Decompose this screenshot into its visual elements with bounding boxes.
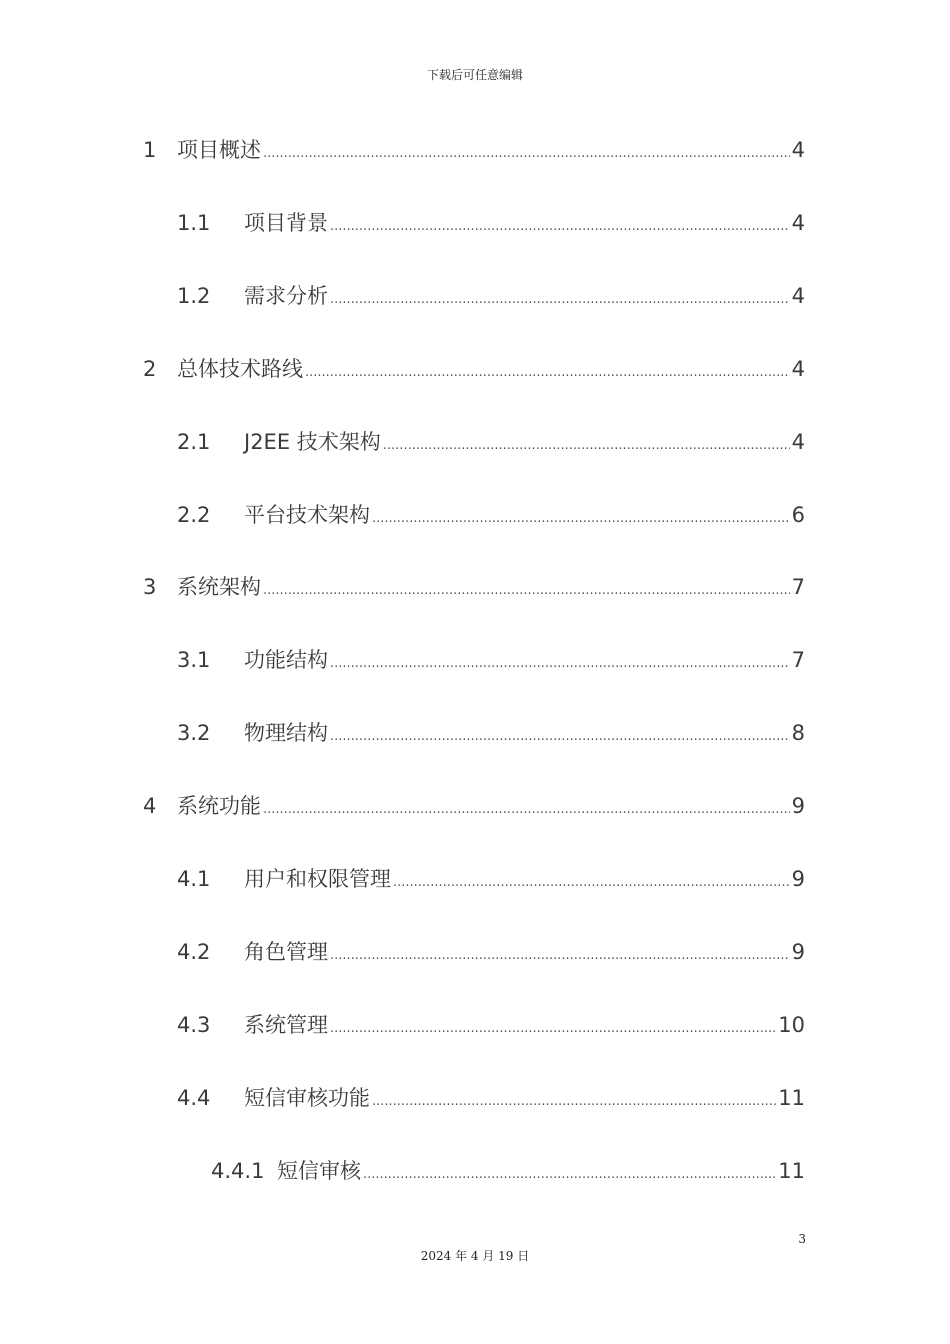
toc-entry-title: 平台技术架构 (244, 503, 370, 527)
toc-entry[interactable] (177, 863, 805, 895)
toc-entry-number: 1 (143, 138, 157, 162)
toc-dot-leader (263, 575, 790, 607)
toc-entry-number: 4.4.1 (211, 1159, 265, 1183)
toc-entry-title: 短信审核 (277, 1159, 361, 1183)
toc-entry-page: 7 (791, 575, 805, 599)
toc-entry[interactable] (143, 134, 805, 166)
toc-entry-number: 4 (143, 794, 157, 818)
toc-entry-page: 4 (791, 284, 805, 308)
toc-entry-title: 项目背景 (244, 211, 328, 235)
toc-entry[interactable] (177, 936, 805, 968)
toc-entry-page: 7 (791, 648, 805, 672)
toc-entry-title: J2EE 技术架构 (244, 430, 381, 454)
toc-entry-number: 2.1 (177, 430, 211, 454)
toc-dot-leader (330, 211, 790, 243)
toc-entry-page: 4 (791, 357, 805, 381)
toc-entry[interactable] (177, 499, 805, 531)
toc-dot-leader (330, 1013, 776, 1045)
toc-dot-leader (372, 503, 790, 535)
toc-dot-leader (330, 721, 790, 753)
toc-entry-number: 2 (143, 357, 157, 381)
toc-dot-leader (330, 940, 790, 972)
toc-entry[interactable] (177, 1082, 805, 1114)
toc-entry-page: 9 (791, 794, 805, 818)
toc-entry-number: 3.1 (177, 648, 211, 672)
toc-entry[interactable] (177, 280, 805, 312)
toc-entry-title: 总体技术路线 (177, 357, 303, 381)
toc-entry-number: 4.4 (177, 1086, 211, 1110)
toc-entry[interactable] (211, 1155, 805, 1187)
toc-dot-leader (263, 138, 790, 170)
toc-entry[interactable] (177, 644, 805, 676)
toc-entry-title: 用户和权限管理 (244, 867, 391, 891)
toc-dot-leader (305, 357, 790, 389)
toc-entry[interactable] (143, 571, 805, 603)
page-footer-date: 2024 年 4 月 19 日 (420, 1249, 530, 1263)
toc-entry-number: 3.2 (177, 721, 211, 745)
toc-entry-title: 系统架构 (177, 575, 261, 599)
toc-entry-number: 1.2 (177, 284, 211, 308)
toc-dot-leader (393, 867, 790, 899)
toc-entry-title: 短信审核功能 (244, 1086, 370, 1110)
toc-entry-page: 4 (791, 430, 805, 454)
toc-entry-page: 11 (778, 1159, 805, 1183)
toc-dot-leader (383, 430, 790, 462)
toc-entry-number: 4.3 (177, 1013, 211, 1037)
page-number: 3 (798, 1232, 806, 1246)
toc-entry-title: 系统管理 (244, 1013, 328, 1037)
toc-entry-page: 8 (791, 721, 805, 745)
toc-entry-title: 需求分析 (244, 284, 328, 308)
toc-entry-number: 4.1 (177, 867, 211, 891)
toc-entry-page: 9 (791, 867, 805, 891)
toc-entry[interactable] (143, 790, 805, 822)
toc-dot-leader (372, 1086, 776, 1118)
toc-entry-page: 9 (791, 940, 805, 964)
toc-entry-page: 6 (791, 503, 805, 527)
toc-entry-number: 3 (143, 575, 157, 599)
toc-entry-title: 物理结构 (244, 721, 328, 745)
toc-entry-number: 2.2 (177, 503, 211, 527)
toc-entry-number: 1.1 (177, 211, 211, 235)
toc-entry[interactable] (177, 1009, 805, 1041)
toc-entry-page: 10 (778, 1013, 805, 1037)
toc-dot-leader (263, 794, 790, 826)
toc-entry[interactable] (177, 207, 805, 239)
toc-dot-leader (363, 1159, 776, 1191)
toc-entry-number: 4.2 (177, 940, 211, 964)
toc-dot-leader (330, 648, 790, 680)
toc-entry-title: 角色管理 (244, 940, 328, 964)
toc-entry-page: 11 (778, 1086, 805, 1110)
toc-entry[interactable] (177, 717, 805, 749)
toc-entry-title: 项目概述 (177, 138, 261, 162)
toc-entry-title: 系统功能 (177, 794, 261, 818)
page-header: 下载后可任意编辑 (426, 68, 523, 82)
toc-entry-page: 4 (791, 211, 805, 235)
toc-entry[interactable] (177, 426, 805, 458)
toc-entry[interactable] (143, 353, 805, 385)
toc-dot-leader (330, 284, 790, 316)
toc-entry-page: 4 (791, 138, 805, 162)
toc-entry-title: 功能结构 (244, 648, 328, 672)
